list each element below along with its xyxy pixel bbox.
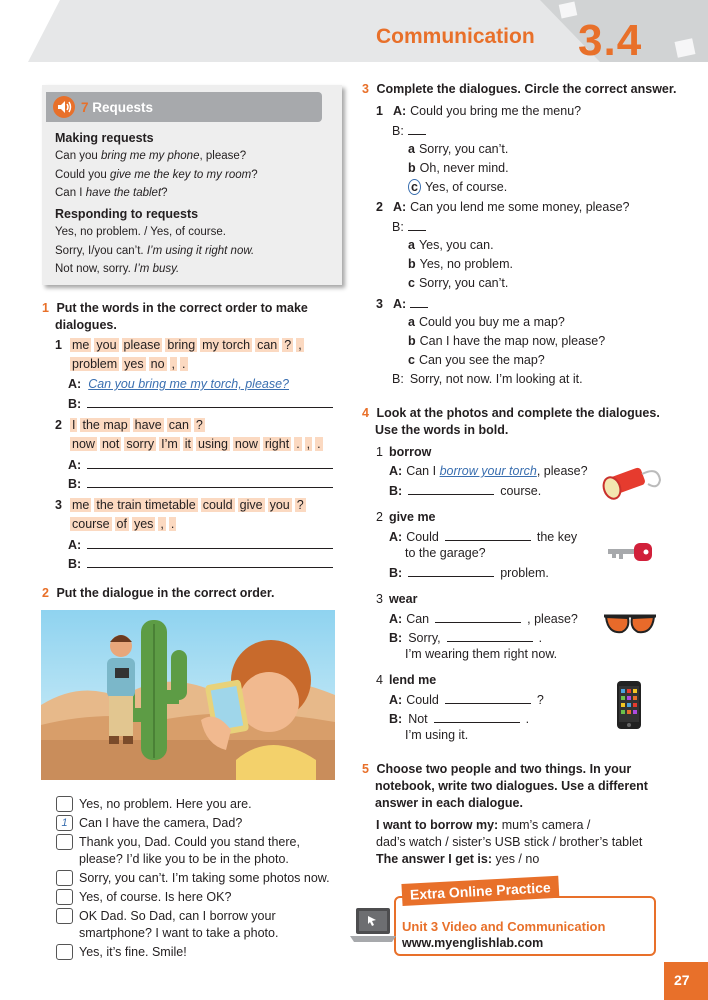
ex5-instruction-line2: notebook, write two dialogues. Use a different [375, 779, 648, 793]
ex3-b-line [392, 219, 426, 234]
ex5-want [376, 817, 642, 851]
responding-italic: I’m busy. [134, 263, 180, 275]
ex4-word: give me [388, 510, 436, 524]
answer-line[interactable] [445, 692, 531, 704]
word-tile[interactable]: I [72, 418, 76, 432]
ex4-word: wear [388, 592, 418, 606]
ex4-b-post: problem. [500, 566, 549, 580]
ex1-a-line [68, 537, 333, 552]
option-letter: c [408, 179, 421, 195]
ex3-a-text: Can you lend me some money, please? [410, 200, 630, 214]
word-tile[interactable]: can [168, 418, 189, 432]
word-tile[interactable]: ? [296, 498, 304, 512]
order-checkbox[interactable] [56, 889, 73, 905]
ex3-option[interactable] [408, 180, 507, 194]
word-tile[interactable]: . [182, 357, 186, 371]
ex1-a-line [68, 457, 333, 472]
ex5-instruction-line1: Choose two people and two things. In your [376, 762, 632, 776]
word-tile[interactable]: using [198, 437, 228, 451]
ex3-option[interactable] [408, 353, 545, 367]
smartphone-icon [616, 680, 642, 730]
option-text: Yes, of course. [424, 180, 508, 194]
requests-title [81, 100, 153, 115]
a-label: A: [389, 464, 403, 478]
ex2-instruction-text: Put the dialogue in the correct order. [56, 586, 275, 600]
ex3-instruction-text: Complete the dialogues. Circle the correct answer. [376, 82, 677, 96]
ex5-answer-text: yes / no [495, 852, 540, 866]
a-label: A: [389, 693, 403, 707]
practice-line1: Unit 3 Video and Communication [402, 919, 606, 934]
word-tile[interactable]: right [264, 437, 290, 451]
word-tile[interactable]: ? [284, 338, 292, 352]
b-label: B: [389, 631, 403, 645]
word-tile[interactable]: it [184, 437, 192, 451]
ex1-word-row [70, 338, 307, 352]
ex1-word-row [70, 498, 309, 512]
ex4-a-line [389, 464, 588, 478]
ex4-word: lend me [388, 673, 437, 687]
making-text: Can you [55, 150, 102, 162]
word-tile[interactable]: you [269, 498, 290, 512]
word-tile[interactable]: now [72, 437, 95, 451]
ex3-option[interactable] [408, 161, 509, 175]
ex4-item-number: 2 [376, 510, 383, 524]
b-label: B: [389, 566, 403, 580]
word-tile[interactable]: problem [72, 357, 118, 371]
torch-icon [602, 462, 664, 502]
ex4-a-line [389, 529, 577, 544]
b-label: B: [68, 557, 82, 571]
unit-number: 3.4 [578, 16, 643, 65]
option-letter: c [408, 276, 415, 290]
ex4-b-pre: Sorry, [408, 631, 441, 645]
ex4-word-heading [376, 510, 436, 524]
answer-line[interactable] [87, 457, 333, 469]
ex3-a-line [376, 200, 630, 214]
page-number: 27 [674, 972, 690, 988]
word-tile[interactable]: have [134, 418, 162, 432]
b-label: B: [68, 477, 82, 491]
ex4-b-line [389, 630, 542, 645]
ex5-instruction-line3: answer in each dialogue. [375, 796, 523, 810]
word-tile[interactable]: . [317, 437, 321, 451]
order-checkbox[interactable] [56, 796, 73, 812]
ex1-number: 1 [42, 301, 49, 315]
ex4-answer: borrow your torch [439, 464, 537, 478]
b-label: B: [389, 484, 403, 498]
ex4-instruction [362, 405, 660, 439]
responding-italic: I’m using it right now. [146, 244, 255, 257]
ex1-word-row [70, 517, 179, 531]
word-tile[interactable]: can [257, 338, 278, 352]
word-tile[interactable]: could [202, 498, 233, 512]
ex1-b-line [68, 396, 333, 411]
ex2-option-text: OK Dad. So Dad, can I borrow your [79, 909, 276, 923]
order-checkbox[interactable] [56, 870, 73, 886]
ex3-option[interactable] [408, 315, 565, 329]
ex4-b-post: . [538, 631, 543, 645]
ex3-instruction [362, 82, 677, 96]
practice-banner: Extra Online Practice [401, 876, 559, 906]
a-label: A: [389, 530, 403, 544]
a-label: A: [389, 612, 403, 626]
responding-text: Yes, no problem. / Yes, of course. [55, 226, 226, 238]
word-tile[interactable]: me [72, 498, 90, 512]
ex1-item-number: 3 [55, 498, 62, 512]
ex4-number: 4 [362, 406, 369, 420]
answer-line[interactable] [447, 630, 533, 642]
ex1-instruction-line2: dialogues. [55, 318, 117, 332]
ex2-option-text: Yes, of course. Is here OK? [79, 890, 232, 904]
ex2-option-text: Yes, it’s fine. Smile! [79, 945, 187, 959]
ex5-number: 5 [362, 762, 369, 776]
option-text: Can you see the map? [418, 353, 545, 367]
making-line [55, 169, 258, 181]
option-letter: a [408, 238, 415, 252]
order-checkbox[interactable] [56, 834, 73, 850]
answer-line[interactable] [87, 556, 333, 568]
responding-line [55, 226, 226, 238]
ex5-want-line1: mum’s camera / [501, 818, 591, 832]
word-tile[interactable]: the train timetable [96, 498, 196, 512]
responding-line [55, 245, 254, 257]
option-letter: a [408, 315, 415, 329]
making-text-end: ? [161, 187, 168, 199]
word-tile[interactable]: not [101, 437, 120, 451]
word-tile[interactable]: , [298, 338, 302, 352]
word-tile[interactable]: yes [133, 517, 154, 531]
word-tile[interactable]: I’m [161, 437, 178, 451]
ex4-a-line2: to the garage? [405, 546, 486, 560]
ex5-answer [376, 852, 539, 866]
ex1-answer: Can you bring me my torch, please? [88, 377, 289, 391]
making-line [55, 187, 168, 199]
ex2-number: 2 [42, 586, 49, 600]
option-text: Oh, never mind. [419, 161, 509, 175]
order-checkbox[interactable] [56, 944, 73, 960]
making-text-end: ? [251, 168, 258, 181]
ex5-want-label: I want to borrow my: [376, 818, 499, 832]
ex4-item-number: 1 [376, 445, 383, 459]
word-tile[interactable]: of [116, 517, 127, 531]
making-text: Could you [55, 168, 110, 181]
ex4-word: borrow [388, 445, 432, 459]
a-label: A: [68, 458, 82, 472]
ex2-option-text: please? I’d like you to be in the photo. [79, 852, 289, 866]
making-line [55, 150, 246, 162]
option-text: Could you buy me a map? [418, 315, 565, 329]
word-tile[interactable]: , [160, 517, 164, 531]
ex1-item-number: 1 [55, 338, 62, 352]
answer-line[interactable] [408, 565, 494, 577]
ex1-word-row [70, 357, 191, 371]
option-letter: b [408, 334, 416, 348]
speaker-icon [52, 95, 76, 122]
desert-photo-illustration [41, 610, 335, 780]
ex1-b-line [68, 556, 333, 571]
order-checkbox[interactable] [56, 908, 73, 924]
ex5-instruction [362, 761, 648, 812]
word-tile[interactable]: . [296, 437, 300, 451]
ex4-word-heading [376, 673, 436, 687]
ex4-b-pre: Not [408, 712, 428, 726]
ex4-a-pre: Could [406, 693, 439, 707]
word-tile[interactable]: course [72, 517, 110, 531]
responding-text: Not now, sorry. [55, 263, 135, 275]
ex1-word-row [70, 418, 208, 432]
ex3-item-number: 3 [376, 297, 383, 311]
ex3-a-label: A: [392, 104, 407, 118]
word-tile[interactable]: please [123, 338, 161, 352]
ex2-option-text: Thank you, Dad. Could you stand there, [79, 835, 300, 849]
making-text-end: , please? [199, 150, 247, 162]
a-label: A: [68, 538, 82, 552]
ex3-number: 3 [362, 82, 369, 96]
ex4-a-line [389, 611, 578, 626]
making-heading: Making requests [55, 131, 154, 145]
option-letter: c [408, 353, 415, 367]
ex4-word-heading [376, 445, 431, 459]
page-title: Communication [376, 25, 535, 48]
ex4-b-line [389, 711, 529, 726]
ex4-instruction-line2: Use the words in bold. [375, 423, 509, 437]
word-tile[interactable]: now [234, 437, 258, 451]
ex4-b-line2: I’m wearing them right now. [405, 647, 558, 661]
making-italic: bring me my phone [101, 150, 200, 162]
word-tile[interactable]: no [150, 357, 165, 371]
option-letter: b [408, 257, 416, 271]
laptop-icon [350, 906, 396, 946]
responding-heading: Responding to requests [55, 207, 199, 221]
ex3-item-number: 1 [376, 104, 383, 118]
requests-title-text: Requests [92, 100, 154, 115]
ex4-a-post: , please? [536, 464, 588, 478]
ex4-item-number: 3 [376, 592, 383, 606]
word-tile[interactable]: , [171, 357, 176, 371]
ex4-b-line [389, 565, 549, 580]
ex1-word-row [70, 437, 326, 451]
ex1-instruction-line1: Put the words in the correct order to make [56, 301, 308, 315]
ex3-a-text: Could you bring me the menu? [410, 104, 582, 118]
answer-line[interactable] [445, 529, 531, 541]
ex2-option-text: Sorry, you can’t. I’m taking some photos now. [79, 871, 330, 885]
ex1-item-number: 2 [55, 418, 62, 432]
ex3-option[interactable] [408, 276, 508, 290]
word-tile[interactable]: you [96, 338, 117, 352]
answer-line[interactable] [87, 396, 333, 408]
responding-line [55, 263, 179, 275]
sunglasses-icon [602, 608, 658, 642]
word-tile[interactable]: me [72, 338, 90, 352]
option-text: Yes, you can. [418, 238, 494, 252]
ex5-answer-label: The answer I get is: [376, 852, 493, 866]
answer-line[interactable] [87, 476, 333, 488]
ex3-a-line [376, 104, 581, 118]
ex3-option[interactable] [408, 142, 508, 156]
option-text: Yes, no problem. [419, 257, 513, 271]
word-tile[interactable]: the map [82, 418, 128, 432]
ex3-option[interactable] [408, 238, 494, 252]
ex3-a-line [376, 296, 428, 311]
ex3-b-label: B: [392, 124, 404, 138]
word-tile[interactable]: , [306, 437, 311, 451]
option-text: Sorry, you can’t. [418, 142, 509, 156]
making-italic: give me the key to my room [109, 168, 252, 181]
ex2-instruction [42, 586, 275, 600]
ex3-a-label: A: [392, 200, 407, 214]
answer-line[interactable] [410, 296, 428, 308]
ex4-word-heading [376, 592, 417, 606]
ex4-item-number: 4 [376, 673, 383, 687]
ex2-option-text: Can I have the camera, Dad? [79, 816, 243, 830]
ex4-b-post: course. [500, 484, 542, 498]
ex4-a-pre: Could [406, 530, 439, 544]
answer-line[interactable] [434, 711, 520, 723]
word-tile[interactable]: my torch [202, 338, 251, 352]
word-tile[interactable]: . [170, 517, 175, 531]
answer-line[interactable] [408, 483, 494, 495]
option-text: Can I have the map now, please? [419, 334, 606, 348]
option-letter: b [408, 161, 416, 175]
ex4-a-post: the key [536, 530, 578, 544]
ex3-option[interactable] [408, 257, 513, 271]
answer-line[interactable] [408, 123, 426, 135]
b-label: B: [68, 397, 82, 411]
ex4-a-pre: Can I [406, 464, 440, 478]
ex3-option[interactable] [408, 334, 605, 348]
ex3-item-number: 2 [376, 200, 383, 214]
word-tile[interactable]: give [239, 498, 263, 512]
ex2-option-text: smartphone? I want to take a photo. [79, 926, 279, 940]
ex4-a-line [389, 692, 544, 707]
ex3-b-label: B: [392, 220, 404, 234]
key-icon [604, 537, 656, 567]
ex4-a-post: , please? [527, 612, 578, 626]
ex2-option-text: Yes, no problem. Here you are. [79, 797, 252, 811]
ex3-b-line [392, 372, 583, 386]
option-letter: a [408, 142, 415, 156]
ex4-b-post: . [525, 712, 530, 726]
word-tile[interactable]: ? [195, 418, 203, 432]
ex4-b-line [389, 483, 541, 498]
b-label: B: [389, 712, 403, 726]
answer-line[interactable] [87, 537, 333, 549]
answer-line[interactable] [435, 611, 521, 623]
ex1-instruction [42, 300, 308, 334]
ex1-b-line [68, 476, 333, 491]
ex3-b-line [392, 123, 426, 138]
making-italic: have the tablet [85, 187, 162, 199]
ex4-instruction-line1: Look at the photos and complete the dialogues. [376, 406, 660, 420]
ex1-a-line [68, 377, 289, 391]
requests-number: 7 [81, 100, 89, 115]
ex4-a-pre: Can [406, 612, 430, 626]
order-checkbox[interactable]: 1 [56, 815, 73, 831]
ex3-a-label: A: [392, 297, 407, 311]
ex4-a-post: ? [536, 693, 544, 707]
answer-line[interactable] [408, 219, 426, 231]
responding-text: Sorry, I/you can’t. [55, 244, 147, 257]
word-tile[interactable]: bring [167, 338, 196, 352]
practice-link[interactable]: www.myenglishlab.com [402, 936, 544, 950]
word-tile[interactable]: yes [124, 357, 144, 371]
ex5-want-line2: dad’s watch / sister’s USB stick / brother’s tablet [376, 835, 643, 849]
ex3-b-text: Sorry, not now. I’m looking at it. [409, 372, 583, 386]
option-text: Sorry, you can’t. [418, 276, 509, 290]
making-text: Can I [55, 187, 86, 199]
ex3-b-label: B: [392, 372, 404, 386]
a-label: A: [68, 377, 82, 391]
ex4-b-line2: I’m using it. [405, 728, 469, 742]
word-tile[interactable]: sorry [126, 437, 155, 451]
